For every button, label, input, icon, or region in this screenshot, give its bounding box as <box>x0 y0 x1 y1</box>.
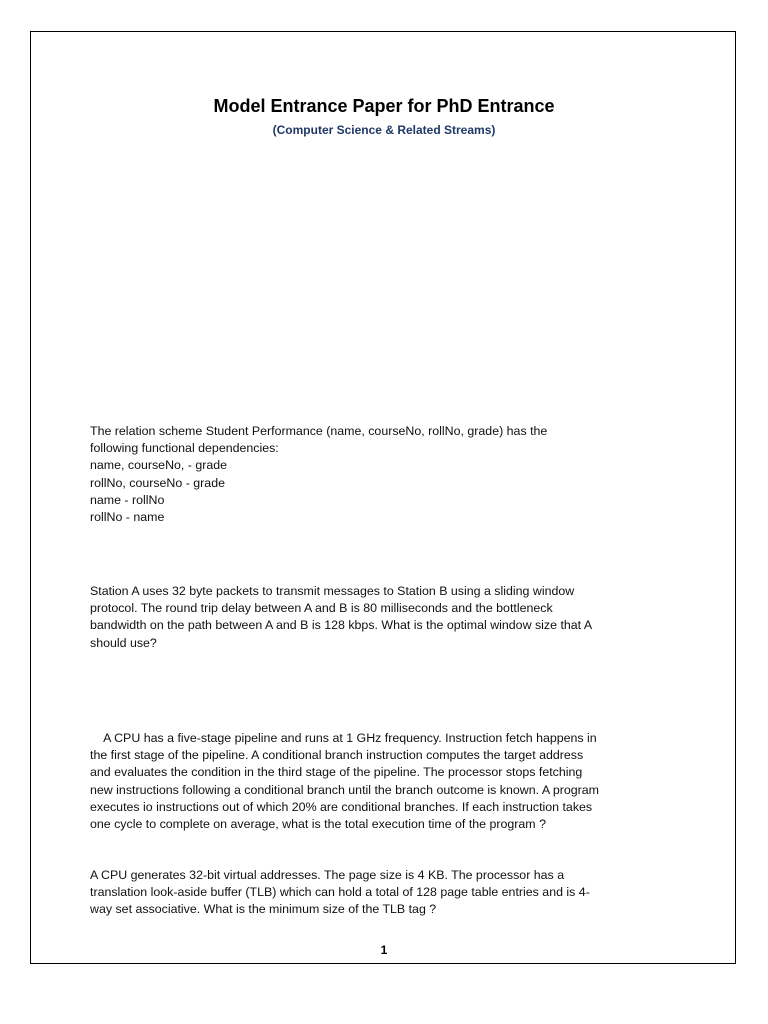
question-3-line: executes io instructions out of which 20% are conditional branches. If each instruction takes <box>90 799 593 814</box>
question-4-line: way set associative. What is the minimum size of the TLB tag ? <box>90 902 437 917</box>
page-number: 1 <box>380 943 388 957</box>
question-2-line: protocol. The round trip delay between A and B is 80 milliseconds and the bottleneck <box>90 601 553 616</box>
question-3-line: one cycle to complete on average, what is the total execution time of the program ? <box>90 817 546 832</box>
question-3-line: and evaluates the condition in the third stage of the pipeline. The processor stops fetching <box>90 765 583 780</box>
question-4 <box>90 867 650 919</box>
question-2 <box>90 583 650 652</box>
question-1-line: rollNo - name <box>90 510 165 525</box>
question-1-line: following functional dependencies: <box>90 441 279 456</box>
question-1-line: rollNo, courseNo - grade <box>90 475 225 490</box>
question-3-line: new instructions following a conditional branch until the branch outcome is known. A program <box>90 782 599 797</box>
page-subtitle: (Computer Science & Related Streams) <box>272 123 496 137</box>
question-3-line: A CPU has a five-stage pipeline and runs at 1 GHz frequency. Instruction fetch happens in <box>90 731 597 745</box>
question-4-line: translation look-aside buffer (TLB) which can hold a total of 128 page table entries and is 4- <box>90 885 590 900</box>
question-2-line: Station A uses 32 byte packets to transmit messages to Station B using a sliding window <box>90 584 575 598</box>
question-1-line: The relation scheme Student Performance (name, courseNo, rollNo, grade) has the <box>90 424 548 438</box>
question-2-line: should use? <box>90 635 157 650</box>
question-1 <box>90 423 650 526</box>
question-2-line: bandwidth on the path between A and B is 128 kbps. What is the optimal window size that A <box>90 618 593 633</box>
question-4-line: A CPU generates 32-bit virtual addresses. The page size is 4 KB. The processor has a <box>90 868 565 882</box>
question-3-line: the first stage of the pipeline. A conditional branch instruction computes the target address <box>90 748 584 763</box>
question-3 <box>90 730 650 833</box>
question-1-line: name, courseNo, - grade <box>90 458 228 473</box>
question-1-line: name - rollNo <box>90 492 165 507</box>
page-title: Model Entrance Paper for PhD Entrance <box>213 96 555 116</box>
